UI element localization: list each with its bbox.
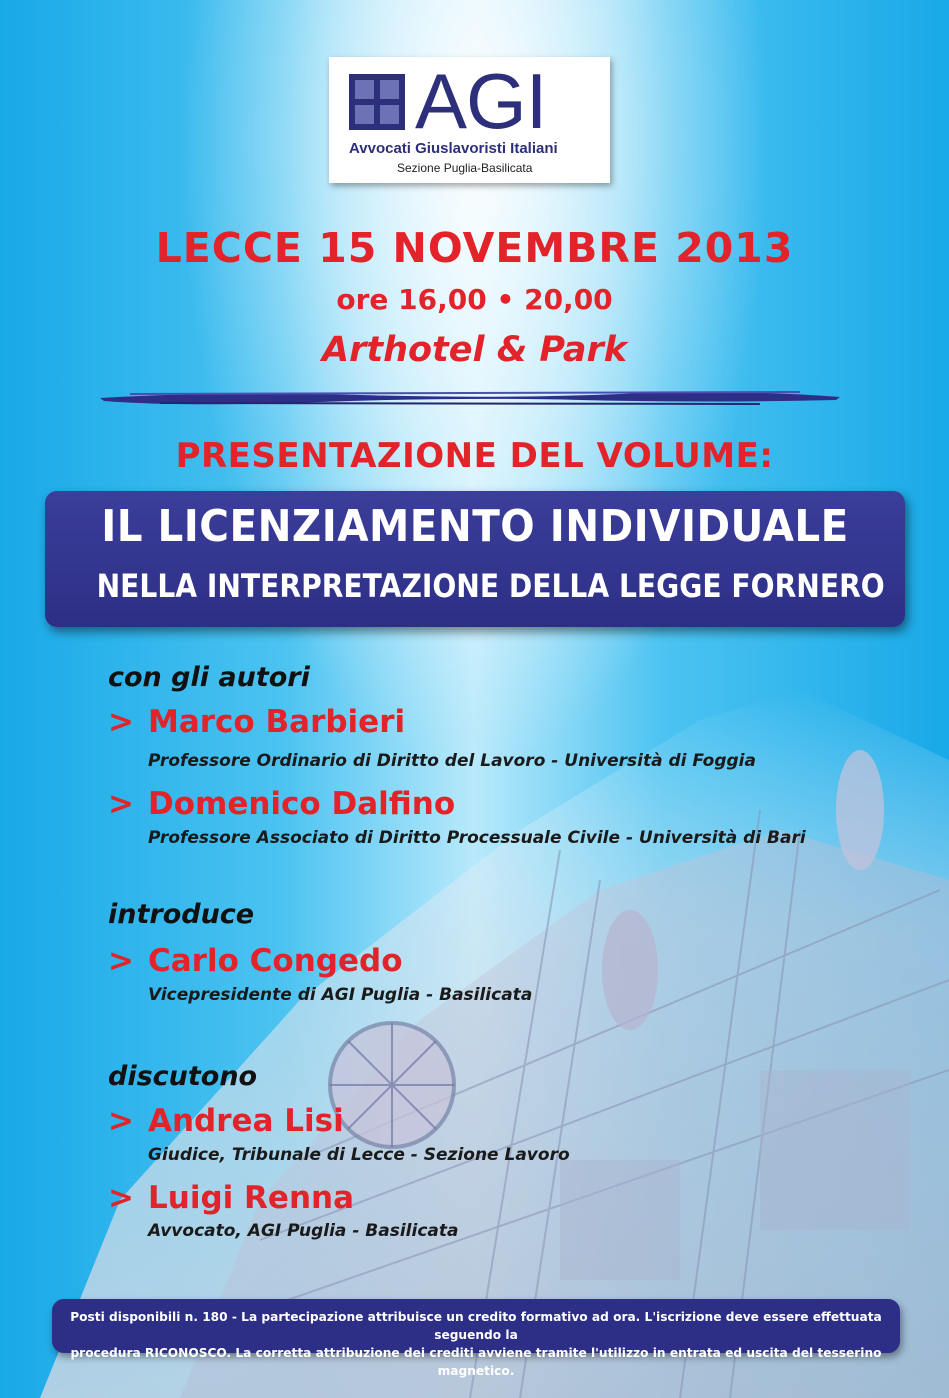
book-subtitle: NELLA INTERPRETAZIONE DELLA LEGGE FORNERO: [96, 567, 885, 605]
arrow-marker: >: [108, 704, 134, 740]
arrow-marker: >: [108, 943, 134, 979]
speaker-role: Professore Associato di Diritto Processuale Civile - Università di Bari: [148, 828, 806, 848]
speaker-name-text: Carlo Congedo: [148, 943, 403, 979]
arrow-marker: >: [108, 786, 134, 822]
speaker-name: [108, 786, 455, 822]
speaker-name: [108, 1180, 354, 1216]
arrow-marker: >: [108, 1180, 134, 1216]
agi-logo: [329, 57, 610, 183]
arrow-marker: >: [108, 1103, 134, 1139]
event-venue: Arthotel & Park: [322, 330, 627, 370]
speaker-name: [108, 1103, 344, 1139]
registration-info-box: [52, 1299, 900, 1378]
speaker-name-text: Luigi Renna: [148, 1180, 355, 1216]
speaker-name-text: Domenico Dalfino: [148, 786, 456, 822]
presentation-heading: PRESENTAZIONE DEL VOLUME:: [175, 436, 774, 476]
speaker-role: Vicepresidente di AGI Puglia - Basilicata: [148, 985, 533, 1005]
speaker-name: [108, 704, 405, 740]
speaker-role: Professore Ordinario di Diritto del Lavoro - Università di Foggia: [148, 751, 756, 771]
brush-divider: [100, 385, 840, 409]
agi-squares-icon: [349, 74, 405, 130]
logo-wordmark: AGI: [415, 57, 547, 145]
authors-label: con gli autori: [108, 662, 310, 693]
introduce-label: introduce: [108, 899, 255, 930]
discuss-label: discutono: [108, 1061, 258, 1092]
event-time: ore 16,00 • 20,00: [336, 283, 613, 316]
event-date: LECCE 15 NOVEMBRE 2013: [155, 224, 794, 272]
speaker-role: Giudice, Tribunale di Lecce - Sezione Lavoro: [148, 1145, 570, 1165]
book-title-box: [45, 491, 905, 627]
speaker-role: Avvocato, AGI Puglia - Basilicata: [148, 1221, 459, 1241]
registration-info-line: procedura RICONOSCO. La corretta attribuzione dei crediti avviene tramite l'utilizzo in entrata ed uscita del tesserino magnetico.: [70, 1346, 882, 1378]
speaker-name: [108, 943, 403, 979]
registration-info-line: Posti disponibili n. 180 - La partecipazione attribuisce un credito formativo ad ora. L'iscrizione deve essere effettuata seguendo la: [70, 1310, 882, 1342]
logo-org-name: Avvocati Giuslavoristi Italiani: [349, 140, 558, 157]
logo-section-name: Sezione Puglia-Basilicata: [397, 161, 533, 175]
book-title: IL LICENZIAMENTO INDIVIDUALE: [101, 501, 849, 552]
speaker-name-text: Andrea Lisi: [148, 1103, 344, 1139]
speaker-name-text: Marco Barbieri: [148, 704, 406, 740]
